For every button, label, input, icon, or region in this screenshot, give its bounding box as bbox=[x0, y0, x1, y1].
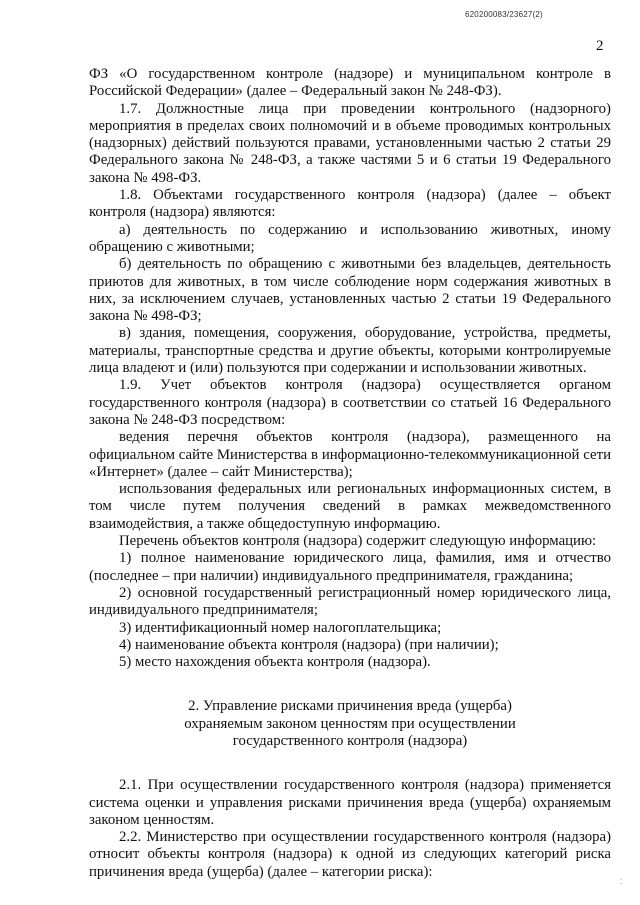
paragraph-1-9-a: ведения перечня объектов контроля (надзора), размещенного на официальном сайте Министерства в информационно-телекоммуникационной сети «Интернет» (далее – сайт Министерства); bbox=[89, 429, 611, 480]
paragraph-1-8-a: а) деятельность по содержанию и использованию животных, иному обращению с животными; bbox=[89, 221, 611, 255]
document-body bbox=[89, 66, 611, 881]
list-item: 3) идентификационный номер налогоплательщика; bbox=[119, 619, 442, 636]
section-heading-line: государственного контроля (надзора) bbox=[232, 732, 468, 749]
paragraph-1-8-c: в) здания, помещения, сооружения, оборудование, устройства, предметы, материалы, транспортные средства и другие объекты, которыми контролируемые лица владеют и (или) пользуются при содержании и использовании животных. bbox=[89, 325, 611, 377]
scan-speck-decoration: ⁚ bbox=[620, 878, 623, 886]
paragraph-2-1: 2.1. При осуществлении государственного контроля (надзора) применяется система оценки и управления рисками причинения вреда (ущерба) охраняемым законом ценностям. bbox=[89, 777, 611, 828]
paragraph-1-8-b: б) деятельность по обращению с животными без владельцев, деятельность приютов для животных, в том числе соблюдение норм содержания животных в них, за исключением случаев, установленных частью 2 статьи 19 Федерального закона № 498-ФЗ; bbox=[89, 256, 611, 325]
paragraph-2-2: 2.2. Министерство при осуществлении государственного контроля (надзора) относит объекты контроля (надзора) к одной из следующих категорий риска причинения вреда (ущерба) (далее – категории риска): bbox=[89, 829, 611, 880]
section-heading bbox=[89, 698, 611, 750]
list-item: 4) наименование объекта контроля (надзора) (при наличии); bbox=[119, 636, 499, 653]
list-item: 1) полное наименование юридического лица, фамилия, имя и отчество (последнее – при наличии) индивидуального предпринимателя, гражданина; bbox=[89, 550, 611, 584]
paragraph-1-9: 1.9. Учет объектов контроля (надзора) осуществляется органом государственного контроля (надзора) в соответствии со статьей 16 Федерального закона № 248-ФЗ посредством: bbox=[89, 377, 611, 428]
paragraph-list-intro: Перечень объектов контроля (надзора) содержит следующую информацию: bbox=[119, 533, 597, 550]
section-heading-line: 2. Управление рисками причинения вреда (ущерба) bbox=[188, 698, 512, 715]
section-heading-line: охраняемым законом ценностям при осуществлении bbox=[184, 715, 516, 732]
paragraph-1-8: 1.8. Объектами государственного контроля (надзора) (далее – объект контроля (надзора) являются: bbox=[89, 187, 611, 221]
document-code: 620200083/23627(2) bbox=[465, 10, 543, 19]
paragraph-1-7: 1.7. Должностные лица при проведении контрольного (надзорного) мероприятия в пределах своих полномочий и в объеме проводимых контрольных (надзорных) действий пользуются правами, установленными частью 2 статьи 29 Федерального закона № 248-ФЗ, а также частями 5 и 6 статьи 19 Федерального закона № 498-ФЗ. bbox=[89, 100, 611, 186]
page-number: 2 bbox=[596, 38, 604, 54]
paragraph-1-9-b: использования федеральных или региональных информационных систем, в том числе путем получения сведений в рамках межведомственного взаимодействия, а также общедоступную информацию. bbox=[89, 481, 611, 532]
list-item: 2) основной государственный регистрационный номер юридического лица, индивидуального предпринимателя; bbox=[89, 584, 611, 619]
paragraph-continuation: ФЗ «О государственном контроле (надзоре) и муниципальном контроле в Российской Федерации» (далее – Федеральный закон № 248-ФЗ). bbox=[89, 66, 611, 100]
list-item: 5) место нахождения объекта контроля (надзора). bbox=[119, 654, 431, 671]
